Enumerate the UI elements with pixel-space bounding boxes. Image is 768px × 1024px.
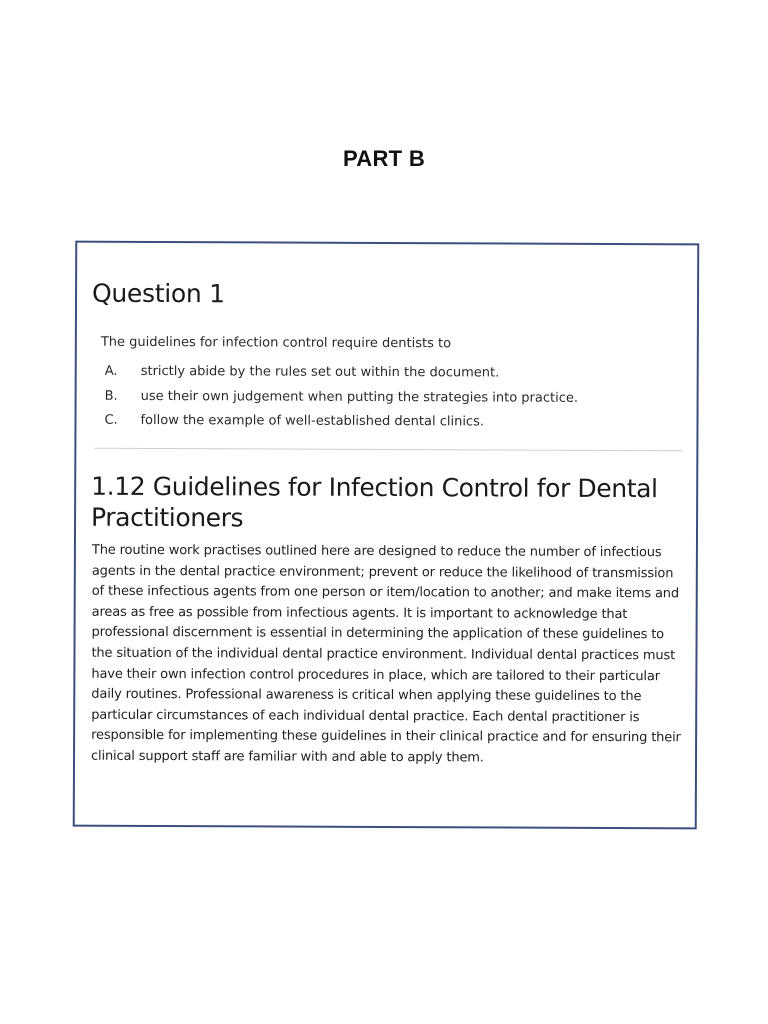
option-c[interactable]	[104, 409, 578, 436]
section-heading: 1.12 Guidelines for Infection Control for Dental Practitioners	[91, 471, 658, 533]
question-stem: The guidelines for infection control require dentists to	[100, 334, 452, 352]
option-letter: B.	[104, 388, 118, 404]
divider	[94, 448, 682, 452]
option-text: follow the example of well-established dental clinics.	[140, 412, 485, 430]
question-frame	[73, 241, 700, 830]
option-letter: A.	[104, 363, 118, 379]
option-letter: C.	[104, 412, 118, 428]
option-b[interactable]	[105, 384, 579, 411]
page-heading: PART B	[342, 146, 426, 171]
section-body: The routine work practises outlined here are designed to reduce the number of infectious agents in the dental practice environment; prevent or reduce the likelihood of transmission of these infectious agents from one person or item/location to another; and make items and areas as free as possible from infectious agents. It is important to acknowledge that professional discernment is essential in determining the application of these guidelines to the situation of the individual dental practice environment. Individual dental practices must have their own infection control procedures in place, which are tailored to their particular daily routines. Professional awareness is critical when applying these guidelines to the particular circumstances of each individual dental practice. Each dental practitioner is responsible for implementing these guidelines in their clinical practice and for ensuring their clinical support staff are familiar with and able to apply them.	[90, 542, 681, 766]
question-title: Question 1	[91, 278, 225, 309]
answer-options	[104, 360, 578, 436]
option-text: use their own judgement when putting the strategies into practice.	[140, 388, 579, 406]
option-a[interactable]	[105, 360, 579, 387]
option-text: strictly abide by the rules set out within the document.	[140, 363, 500, 381]
